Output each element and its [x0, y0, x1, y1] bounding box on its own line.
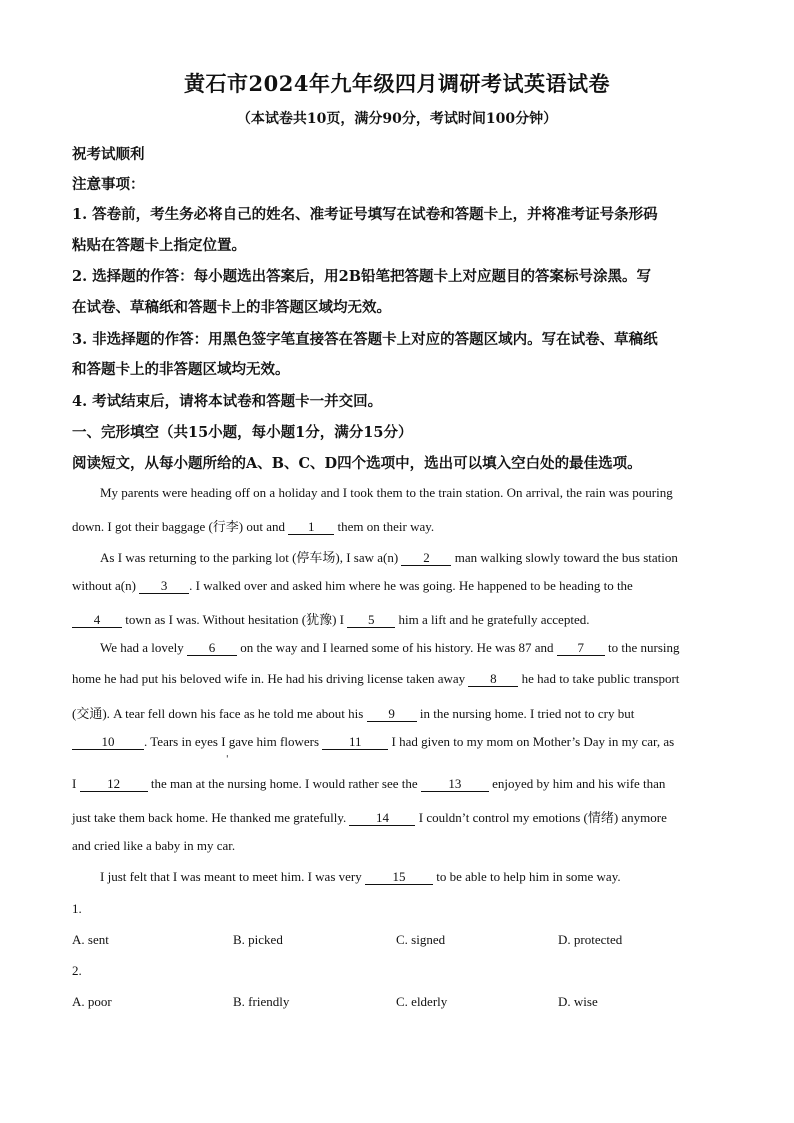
passage-text: him a lift and he gratefully accepted.: [398, 612, 590, 627]
option-d[interactable]: D. protected: [558, 932, 623, 947]
notice-item-4: 4. 考试结束后，请将本试卷和答题卡一并交回。: [72, 393, 383, 410]
blank-14: 14: [349, 811, 415, 826]
passage-text: town as I was. Without hesitation (犹豫) I: [125, 612, 345, 627]
passage-text: man walking slowly toward the bus station: [454, 550, 678, 565]
blank-7: 7: [557, 641, 605, 656]
passage-line: [100, 640, 727, 656]
passage-text: he had to take public transport: [521, 671, 680, 686]
notice-item-2-line-2: 在试卷、草稿纸和答题卡上的非答题区域均无效。: [72, 299, 391, 316]
passage-text: to the nursing: [608, 640, 680, 655]
blank-2: 2: [401, 551, 451, 566]
passage-text: just take them back home. He thanked me gratefully.: [72, 810, 347, 825]
blank-3: 3: [139, 579, 189, 594]
section-instruction: 阅读短文，从每小题所给的A、B、C、D四个选项中，选出可以填入空白处的最佳选项。: [72, 455, 642, 472]
blank-5: 5: [347, 613, 395, 628]
passage-text: without a(n): [72, 578, 136, 593]
option-b[interactable]: B. picked: [233, 932, 283, 947]
passage-text: My parents were heading off on a holiday and I took them to the train station. On arrival, the rain was pouring: [100, 485, 673, 500]
good-luck-text: 祝考试顺利: [72, 146, 145, 163]
option-c[interactable]: C. elderly: [396, 994, 448, 1009]
passage-line: [72, 516, 727, 535]
blank-1: 1: [288, 520, 334, 535]
option-d[interactable]: D. wise: [558, 994, 598, 1009]
passage-text: and cried like a baby in my car.: [72, 838, 236, 853]
stray-mark: ': [226, 755, 229, 765]
passage-line: [72, 671, 727, 687]
blank-13: 13: [421, 777, 489, 792]
passage-line: [100, 547, 727, 566]
notice-item-3-line-2: 和答题卡上的非答题区域均无效。: [72, 361, 290, 378]
notice-item-1-line-2: 粘贴在答题卡上指定位置。: [72, 237, 246, 254]
notice-item-3-line-1: 3. 非选择题的作答：用黑色签字笔直接答在答题卡上对应的答题区域内。写在试卷、草稿纸: [72, 331, 658, 348]
question-number: 1.: [72, 901, 82, 916]
notice-item-1-line-1: 1. 答卷前，考生务必将自己的姓名、准考证号填写在试卷和答题卡上，并将准考证号条形码: [72, 206, 658, 223]
passage-text: them on their way.: [337, 519, 435, 534]
passage-text: . I walked over and asked him where he was going. He happened to be heading to the: [189, 578, 633, 593]
passage-text: home he had put his beloved wife in. He had his driving license taken away: [72, 671, 466, 686]
passage-text: to be able to help him in some way.: [436, 869, 621, 884]
blank-11: 11: [322, 735, 388, 750]
blank-12: 12: [80, 777, 148, 792]
passage-line: [72, 703, 727, 722]
exam-title: 黄石市2024年九年级四月调研考试英语试卷: [184, 71, 610, 96]
passage-text: enjoyed by him and his wife than: [492, 776, 666, 791]
exam-subtitle: （本试卷共10页，满分90分，考试时间100分钟）: [236, 111, 558, 127]
passage-line: [72, 807, 727, 826]
passage-text: I: [72, 776, 77, 791]
blank-15: 15: [365, 870, 433, 885]
passage-text: I couldn’t control my emotions (情绪) anymore: [418, 810, 667, 825]
passage-text: I just felt that I was meant to meet him. I was very: [100, 869, 362, 884]
passage-line: [72, 838, 727, 854]
notice-item-2-line-1: 2. 选择题的作答：每小题选出答案后，用2B铅笔把答题卡上对应题目的答案标号涂黑。写: [72, 268, 652, 285]
blank-9: 9: [367, 707, 417, 722]
passage-line: [100, 869, 727, 885]
question-number: 2.: [72, 963, 82, 978]
passage-text: the man at the nursing home. I would rather see the: [150, 776, 418, 791]
passage-line: [72, 734, 727, 750]
passage-text: on the way and I learned some of his history. He was 87 and: [240, 640, 554, 655]
blank-8: 8: [468, 672, 518, 687]
blank-4: 4: [72, 613, 122, 628]
blank-10: 10: [72, 735, 144, 750]
passage-line: [100, 485, 727, 501]
passage-text: down. I got their baggage (行李) out and: [72, 519, 286, 534]
passage-text: We had a lovely: [100, 640, 184, 655]
passage-text: I had given to my mom on Mother’s Day in my car, as: [391, 734, 675, 749]
passage-text: As I was returning to the parking lot (停车场), I saw a(n): [100, 550, 399, 565]
passage-text: in the nursing home. I tried not to cry but: [419, 706, 635, 721]
passage-text: (交通). A tear fell down his face as he told me about his: [72, 706, 364, 721]
option-b[interactable]: B. friendly: [233, 994, 290, 1009]
passage-line: [72, 776, 727, 792]
passage-line: [72, 609, 727, 628]
passage-line: [72, 578, 727, 594]
option-c[interactable]: C. signed: [396, 932, 446, 947]
section-heading: 一、完形填空（共15小题，每小题1分，满分15分）: [72, 424, 413, 441]
blank-6: 6: [187, 641, 237, 656]
notice-heading: 注意事项：: [72, 176, 145, 193]
option-a[interactable]: A. poor: [72, 994, 112, 1009]
passage-text: . Tears in eyes I gave him flowers: [144, 734, 320, 749]
option-a[interactable]: A. sent: [72, 932, 109, 947]
